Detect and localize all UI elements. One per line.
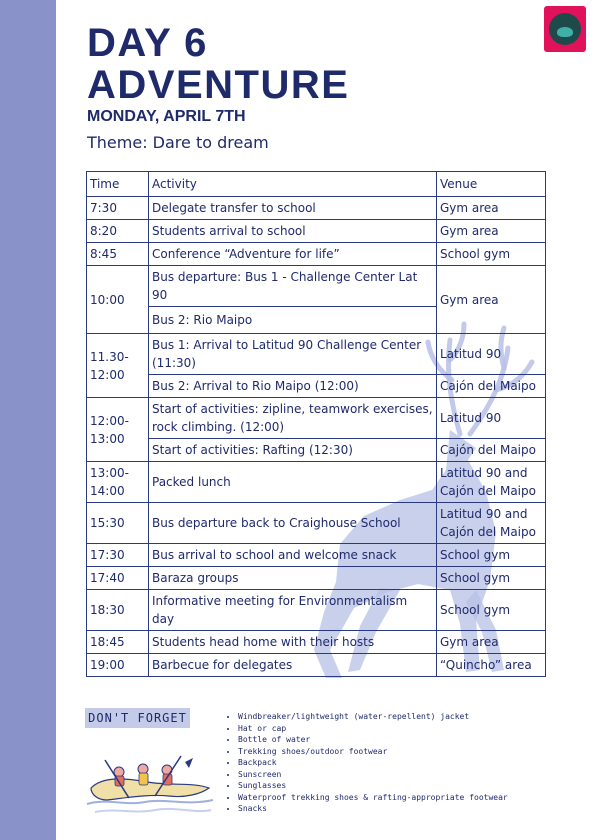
venue-cell: Latitud 90 (437, 398, 546, 439)
activity-cell: Students head home with their hosts (149, 631, 437, 654)
venue-cell: Cajón del Maipo (437, 439, 546, 462)
schedule-table (86, 171, 546, 677)
table-row (87, 631, 546, 654)
column-header-time: Time (87, 172, 149, 197)
table-row (87, 334, 546, 375)
list-item: • Hat or cap (238, 723, 508, 735)
activity-cell: Delegate transfer to school (149, 197, 437, 220)
time-cell: 17:40 (87, 567, 149, 590)
dont-forget-label: DON'T FORGET (85, 708, 190, 728)
time-cell: 12:00- 13:00 (87, 398, 149, 462)
list-item: • Waterproof trekking shoes & rafting-appropriate footwear (238, 792, 508, 804)
column-header-venue: Venue (437, 172, 546, 197)
venue-cell: Cajón del Maipo (437, 375, 546, 398)
venue-cell: Latitud 90 (437, 334, 546, 375)
table-row (87, 398, 546, 439)
list-item: • Backpack (238, 757, 508, 769)
venue-cell: School gym (437, 243, 546, 266)
activity-cell: Bus arrival to school and welcome snack (149, 544, 437, 567)
activity-cell: Bus departure: Bus 1 - Challenge Center Lat 90 (149, 266, 437, 307)
table-header-row (87, 172, 546, 197)
time-cell: 19:00 (87, 654, 149, 677)
time-cell: 11.30- 12:00 (87, 334, 149, 398)
list-item: • Bottle of water (238, 734, 508, 746)
table-row (87, 654, 546, 677)
table-row (87, 567, 546, 590)
table-row (87, 220, 546, 243)
activity-cell: Conference “Adventure for life” (149, 243, 437, 266)
venue-cell: Gym area (437, 266, 546, 334)
list-item: • Trekking shoes/outdoor footwear (238, 746, 508, 758)
time-cell: 8:20 (87, 220, 149, 243)
activity-cell: Students arrival to school (149, 220, 437, 243)
activity-cell: Start of activities: zipline, teamwork exercises, rock climbing. (12:00) (149, 398, 437, 439)
event-theme: Theme: Dare to dream (87, 133, 269, 152)
activity-cell: Bus departure back to Craighouse School (149, 503, 437, 544)
venue-cell: Latitud 90 and Cajón del Maipo (437, 462, 546, 503)
table-row (87, 375, 546, 398)
time-cell: 17:30 (87, 544, 149, 567)
activity-cell: Bus 1: Arrival to Latitud 90 Challenge Center (11:30) (149, 334, 437, 375)
table-row (87, 439, 546, 462)
activity-cell: Packed lunch (149, 462, 437, 503)
time-cell: 7:30 (87, 197, 149, 220)
packing-checklist (224, 711, 508, 815)
time-cell: 18:45 (87, 631, 149, 654)
activity-cell: Start of activities: Rafting (12:30) (149, 439, 437, 462)
venue-cell: “Quincho” area (437, 654, 546, 677)
venue-cell: School gym (437, 544, 546, 567)
time-cell: 13:00- 14:00 (87, 462, 149, 503)
activity-cell: Barbecue for delegates (149, 654, 437, 677)
list-item: • Snacks (238, 803, 508, 815)
activity-cell: Bus 2: Rio Maipo (149, 307, 437, 334)
page-title (87, 22, 349, 106)
venue-cell: School gym (437, 590, 546, 631)
list-item: • Sunscreen (238, 769, 508, 781)
list-item: • Sunglasses (238, 780, 508, 792)
rafting-illustration-icon (85, 736, 215, 818)
table-row (87, 266, 546, 307)
column-header-activity: Activity (149, 172, 437, 197)
table-row (87, 462, 546, 503)
venue-cell: Gym area (437, 631, 546, 654)
table-row (87, 590, 546, 631)
table-row (87, 197, 546, 220)
activity-cell: Bus 2: Arrival to Rio Maipo (12:00) (149, 375, 437, 398)
time-cell: 15:30 (87, 503, 149, 544)
table-row (87, 243, 546, 266)
event-logo-icon (544, 6, 586, 52)
venue-cell: Gym area (437, 197, 546, 220)
venue-cell: Gym area (437, 220, 546, 243)
side-color-bar (0, 0, 56, 840)
title-line-1: DAY 6 (87, 21, 208, 65)
event-date: MONDAY, APRIL 7TH (87, 108, 246, 125)
table-row (87, 503, 546, 544)
activity-cell: Baraza groups (149, 567, 437, 590)
time-cell: 18:30 (87, 590, 149, 631)
venue-cell: School gym (437, 567, 546, 590)
title-line-2: ADVENTURE (87, 63, 350, 107)
time-cell: 10:00 (87, 266, 149, 334)
time-cell: 8:45 (87, 243, 149, 266)
list-item: • Windbreaker/lightweight (water-repellent) jacket (238, 711, 508, 723)
activity-cell: Informative meeting for Environmentalism day (149, 590, 437, 631)
venue-cell: Latitud 90 and Cajón del Maipo (437, 503, 546, 544)
table-row (87, 544, 546, 567)
